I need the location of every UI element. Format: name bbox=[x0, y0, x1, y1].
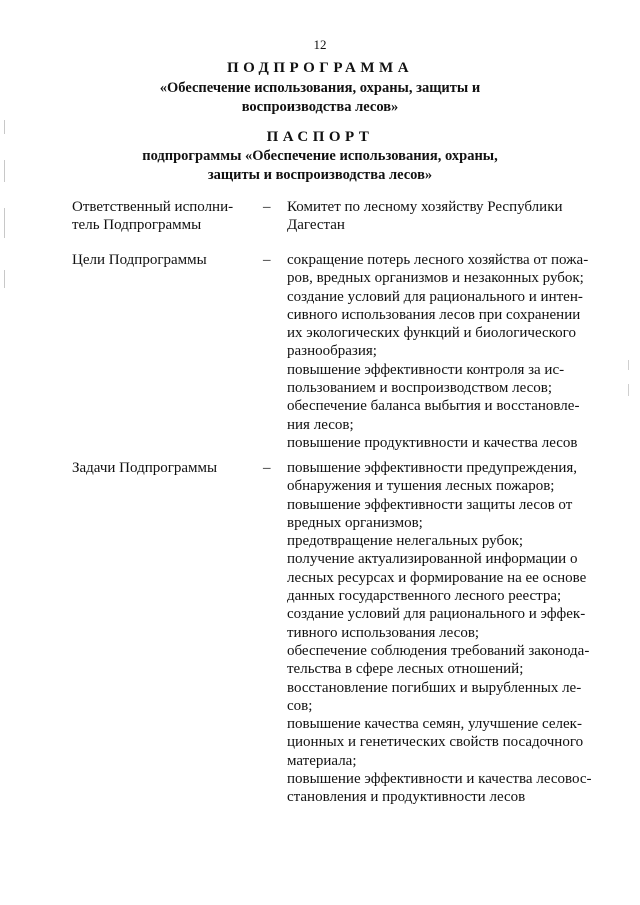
item-line: повышение эффективности контроля за ис- bbox=[287, 361, 565, 378]
row-label-line: Задачи Подпрограммы bbox=[72, 460, 218, 476]
row-label-line: Ответственный исполни- bbox=[72, 199, 234, 215]
item-line: пользованием и воспроизводством лесов; bbox=[287, 380, 553, 397]
item-line: ров, вредных организмов и незаконных рубок; bbox=[287, 270, 584, 287]
list-item bbox=[287, 715, 598, 770]
list-item bbox=[287, 679, 598, 716]
item-line: повышение эффективности и качества лесовос- bbox=[287, 771, 592, 788]
subprogram-title: ПОДПРОГРАММА bbox=[226, 60, 414, 76]
item-line: ния лесов; bbox=[287, 416, 354, 433]
passport-subtitle bbox=[0, 147, 640, 185]
row-content bbox=[287, 198, 598, 235]
item-line: обеспечение соблюдения требований законода- bbox=[287, 642, 590, 659]
list-item bbox=[287, 496, 598, 533]
item-line: восстановление погибших и вырубленных ле- bbox=[287, 679, 582, 696]
list-item bbox=[287, 397, 598, 434]
item-line: создание условий для рационального и эффек- bbox=[287, 606, 586, 623]
list-item bbox=[287, 550, 598, 605]
row-dash: – bbox=[263, 252, 271, 268]
item-line: обеспечение баланса выбытия и восстановле- bbox=[287, 398, 580, 415]
item-line: разнообразия; bbox=[287, 343, 377, 360]
page-number: 12 bbox=[313, 37, 327, 52]
row-label bbox=[72, 459, 252, 477]
list-item bbox=[287, 198, 598, 235]
row-dash: – bbox=[263, 199, 271, 215]
row-dash: – bbox=[263, 460, 271, 476]
row-label-line: Цели Подпрограммы bbox=[72, 252, 207, 268]
row-content bbox=[287, 251, 598, 452]
item-line: получение актуализированной информации о bbox=[287, 551, 578, 568]
list-item bbox=[287, 251, 598, 288]
item-line: обнаружения и тушения лесных пожаров; bbox=[287, 478, 555, 495]
row-content bbox=[287, 459, 598, 807]
row-label-line: тель Подпрограммы bbox=[72, 217, 202, 234]
subprogram-subtitle-line: «Обеспечение использования, охраны, защиты и bbox=[159, 80, 481, 96]
item-line: данных государственного лесного реестра; bbox=[287, 588, 562, 605]
item-line: сов; bbox=[287, 697, 313, 714]
item-line: повышение продуктивности и качества лесов bbox=[287, 434, 578, 451]
item-line: тивного использования лесов; bbox=[287, 624, 480, 641]
item-line: лесных ресурсах и формирование на ее основе bbox=[287, 569, 587, 586]
subprogram-subtitle-line: воспроизводства лесов» bbox=[241, 99, 399, 115]
scan-edge-marks-right bbox=[628, 360, 630, 410]
item-line: Дагестан bbox=[287, 217, 345, 234]
scan-edge-marks-left bbox=[4, 120, 8, 320]
subprogram-subtitle bbox=[0, 79, 640, 117]
item-line: создание условий для рационального и интен- bbox=[287, 288, 583, 305]
item-line: сокращение потерь лесного хозяйства от пожа- bbox=[287, 252, 589, 268]
list-item bbox=[287, 361, 598, 398]
item-line: их экологических функций и биологического bbox=[287, 325, 576, 342]
list-item bbox=[287, 532, 598, 550]
item-line: тельства в сфере лесных отношений; bbox=[287, 661, 524, 678]
passport-subtitle-line: подпрограммы «Обеспечение использования, охраны, bbox=[142, 148, 498, 164]
list-item bbox=[287, 459, 598, 496]
row-label bbox=[72, 251, 252, 269]
row-label bbox=[72, 198, 252, 235]
item-line: повышение эффективности предупреждения, bbox=[287, 460, 578, 476]
item-line: повышение качества семян, улучшение селек- bbox=[287, 716, 582, 733]
item-line: предотвращение нелегальных рубок; bbox=[287, 533, 524, 550]
list-item bbox=[287, 770, 598, 807]
passport-subtitle-line: защиты и воспроизводства лесов» bbox=[207, 167, 433, 183]
item-line: сивного использования лесов при сохранении bbox=[287, 306, 581, 323]
list-item bbox=[287, 605, 598, 642]
list-item bbox=[287, 288, 598, 361]
item-line: повышение эффективности защиты лесов от bbox=[287, 496, 573, 513]
item-line: ционных и генетических свойств посадочного bbox=[287, 734, 584, 751]
passport-title: ПАСПОРТ bbox=[266, 129, 374, 145]
item-line: становления и продуктивности лесов bbox=[287, 789, 526, 806]
item-line: вредных организмов; bbox=[287, 514, 423, 531]
item-line: материала; bbox=[287, 752, 357, 769]
list-item bbox=[287, 434, 598, 452]
item-line: Комитет по лесному хозяйству Республики bbox=[287, 199, 563, 215]
list-item bbox=[287, 642, 598, 679]
